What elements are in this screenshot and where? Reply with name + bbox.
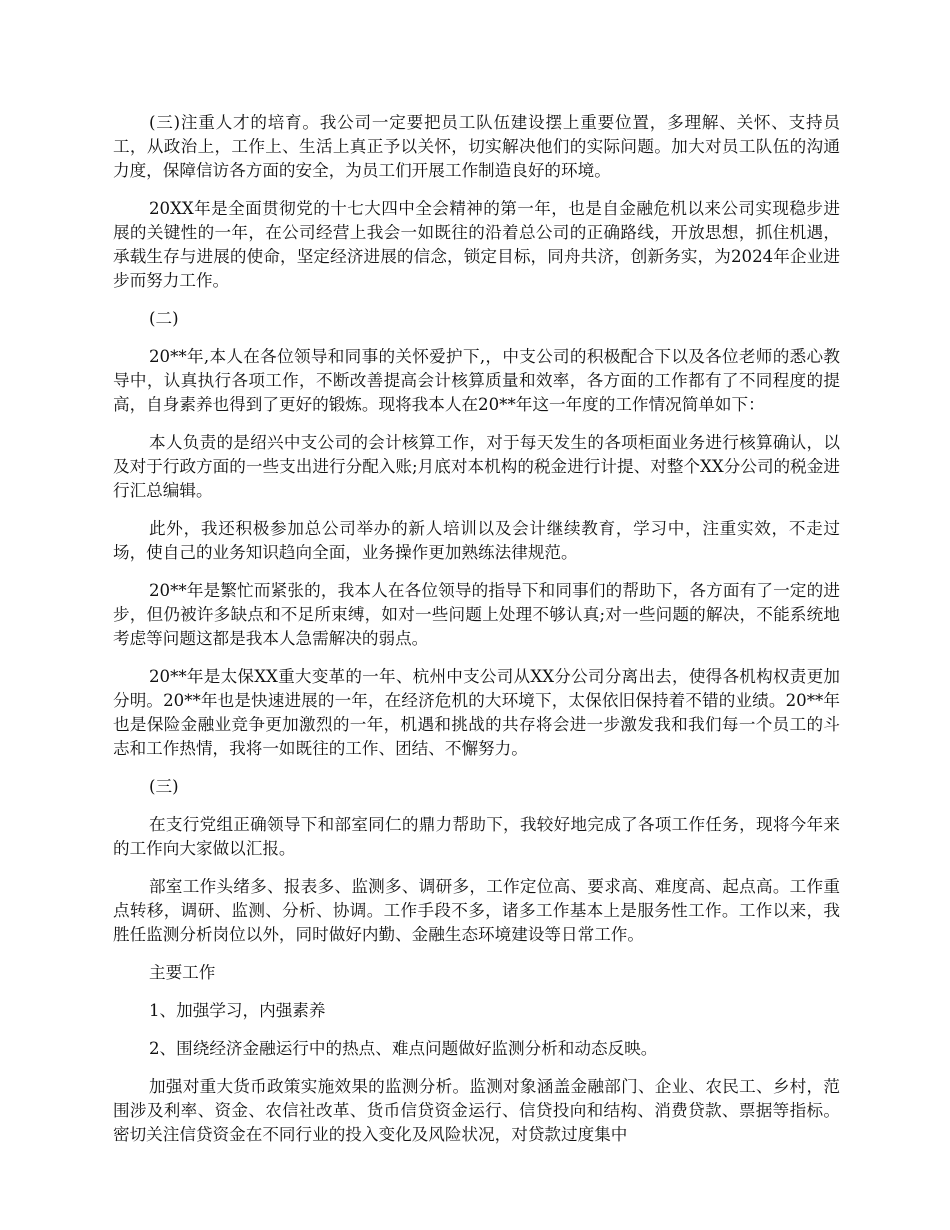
paragraph: 20**年,本人在各位领导和同事的关怀爱护下,，中支公司的积极配合下以及各位老师的悉心教导中，认真执行各项工作，不断改善提高会计核算质量和效率，各方面的工作都有了不同程度的提高，自身素养也得到了更好的锻炼。现将我本人在20**年这一年度的工作情况简单如下： (113, 347, 840, 414)
paragraph: (三)注重人才的培育。我公司一定要把员工队伍建设摆上重要位置，多理解、关怀、支持员工，从政治上，工作上、生活上真正予以关怀，切实解决他们的实际问题。加大对员工队伍的沟通力度，保障信访各方面的安全，为员工们开展工作制造良好的环境。 (113, 113, 840, 180)
section-heading: (三) (149, 777, 179, 796)
paragraph: 本人负责的是绍兴中支公司的会计核算工作，对于每天发生的各项柜面业务进行核算确认，以及对于行政方面的一些支出进行分配入账;月底对本机构的税金进行计提、对整个XX分公司的税金进行汇总编辑。 (113, 433, 840, 500)
paragraph: 20XX年是全面贯彻党的十七大四中全会精神的第一年，也是自金融危机以来公司实现稳步进展的关键性的一年，在公司经营上我会一如既往的沿着总公司的正确路线，开放思想，抓住机遇，承载生存与进展的使命，坚定经济进展的信念，锁定目标，同舟共济，创新务实，为2024年企业进步而努力工作。 (113, 199, 840, 290)
paragraph: 在支行党组正确领导下和部室同仁的鼎力帮助下，我较好地完成了各项工作任务，现将今年来的工作向大家做以汇报。 (113, 815, 840, 858)
paragraph: 部室工作头绪多、报表多、监测多、调研多，工作定位高、要求高、难度高、起点高。工作重点转移，调研、监测、分析、协调。工作手段不多，诸多工作基本上是服务性工作。工作以来，我胜任监测分析岗位以外，同时做好内勤、金融生态环境建设等日常工作。 (113, 877, 840, 944)
paragraph: 此外，我还积极参加总公司举办的新人培训以及会计继续教育，学习中，注重实效，不走过场，使自己的业务知识趋向全面，业务操作更加熟练法律规范。 (113, 519, 840, 562)
paragraph: 加强对重大货币政策实施效果的监测分析。监测对象涵盖金融部门、企业、农民工、乡村，范围涉及利率、资金、农信社改革、货币信贷资金运行、信贷投向和结构、消费贷款、票据等指标。密切关注信贷资金在不同行业的投入变化及风险状况，对贷款过度集中 (113, 1077, 840, 1144)
document-body (113, 111, 840, 1161)
paragraph: 20**年是太保XX重大变革的一年、杭州中支公司从XX分公司分离出去，使得各机构权责更加分明。20**年也是快速进展的一年，在经济危机的大环境下，太保依旧保持着不错的业绩。20**年也是保险金融业竞争更加激烈的一年，机遇和挑战的共存将会进一步激发我和我们每一个员工的斗志和工作热情，我将一如既往的工作、团结、不懈努力。 (113, 667, 840, 758)
list-item: 2、围绕经济金融运行中的热点、难点问题做好监测分析和动态反映。 (149, 1039, 658, 1058)
subheading: 主要工作 (149, 963, 216, 982)
list-item: 1、加强学习，内强素养 (149, 1001, 326, 1020)
section-heading: (二) (149, 309, 179, 328)
paragraph: 20**年是繁忙而紧张的，我本人在各位领导的指导下和同事们的帮助下，各方面有了一定的进步，但仍被许多缺点和不足所束缚，如对一些问题上处理不够认真;对一些问题的解决，不能系统地考虑等问题这都是我本人急需解决的弱点。 (113, 581, 840, 648)
